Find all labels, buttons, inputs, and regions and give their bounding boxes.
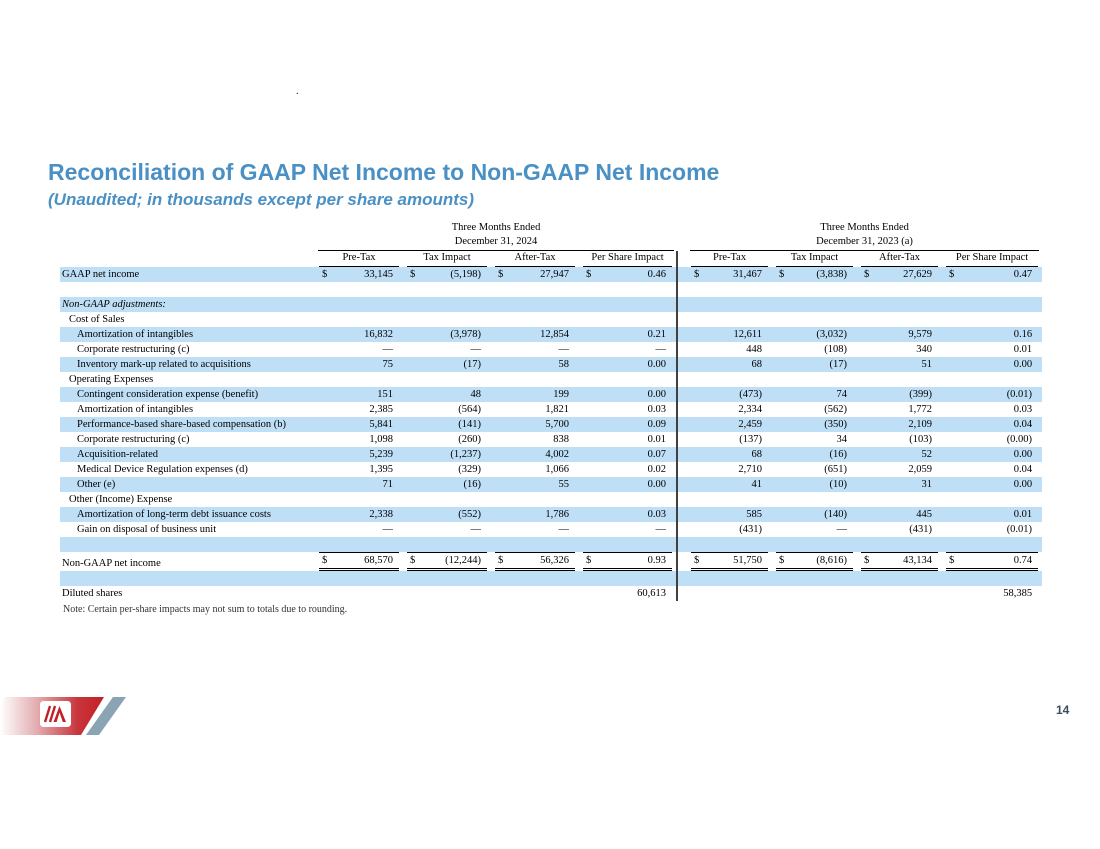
value-cell <box>579 537 677 552</box>
column-header: Per Share Impact <box>579 251 677 267</box>
value-cell <box>403 537 491 552</box>
value-cell: 58,385 <box>1003 588 1033 599</box>
value-cell <box>857 372 942 387</box>
row-label-cell: Performance-based share-based compensation (b) <box>60 417 315 432</box>
table-divider <box>677 357 687 372</box>
row-label-cell <box>60 537 315 552</box>
column-header: Tax Impact <box>403 251 491 267</box>
value-cell: 0.07 <box>579 447 677 462</box>
value-cell: 1,098 <box>369 434 393 445</box>
date-header-2023: December 31, 2023 (a) <box>687 235 1042 251</box>
row-label-cell: Gain on disposal of business unit <box>77 524 217 535</box>
column-header-row <box>60 251 1042 267</box>
value-cell: $ 68,570 <box>315 552 403 571</box>
value-cell: (16) <box>403 477 491 492</box>
value-cell: 5,700 <box>491 417 579 432</box>
value-cell: $ 33,145 <box>315 267 403 282</box>
value-cell: 0.16 <box>942 327 1042 342</box>
value-cell <box>315 297 403 312</box>
row-label-cell: Acquisition-related <box>60 447 315 462</box>
column-header: After-Tax <box>491 251 579 267</box>
row-label-cell <box>60 282 315 297</box>
value-cell: 0.00 <box>579 477 677 492</box>
value-cell: (350) <box>772 417 857 432</box>
value-cell <box>403 297 491 312</box>
table-divider <box>677 586 687 601</box>
value-cell <box>772 297 857 312</box>
value-cell: (651) <box>824 464 848 475</box>
row-label-cell: Inventory mark-up related to acquisitions <box>60 357 315 372</box>
table-row <box>60 327 1042 342</box>
value-cell: (10) <box>772 477 857 492</box>
value-cell: $ (3,838) <box>772 267 857 282</box>
value-cell: 2,334 <box>738 404 763 415</box>
row-label-cell: Operating Expenses <box>69 374 154 385</box>
value-cell: 0.03 <box>647 404 667 415</box>
table-divider <box>677 522 687 537</box>
value-cell <box>772 372 857 387</box>
value-cell: (17) <box>403 357 491 372</box>
value-cell <box>491 297 579 312</box>
value-cell: $ 0.46 <box>579 267 677 282</box>
rounding-note: Note: Certain per-share impacts may not sum to totals due to rounding. <box>63 604 348 615</box>
value-cell: 0.00 <box>579 357 677 372</box>
value-cell: 48 <box>403 387 491 402</box>
value-cell: 0.01 <box>647 434 667 445</box>
value-cell: (141) <box>403 417 491 432</box>
table-divider <box>677 447 687 462</box>
value-cell: 2,109 <box>857 417 942 432</box>
value-cell: 4,002 <box>491 447 579 462</box>
date-header-row <box>60 235 1042 251</box>
value-cell: 838 <box>553 434 569 445</box>
value-cell: 0.09 <box>579 417 677 432</box>
table-row <box>60 417 1042 432</box>
table-row <box>60 297 1042 312</box>
value-cell <box>579 312 677 327</box>
table-divider <box>677 282 687 297</box>
table-divider <box>677 537 687 552</box>
value-cell: 51 <box>857 357 942 372</box>
table-row <box>60 357 1042 372</box>
value-cell: 16,832 <box>315 327 403 342</box>
value-cell: 585 <box>687 507 772 522</box>
reconciliation-table-container <box>60 221 1042 601</box>
value-cell: 55 <box>491 477 579 492</box>
row-label-cell: Diluted shares <box>62 588 123 599</box>
value-cell <box>403 312 491 327</box>
header-spacer <box>60 221 315 235</box>
value-cell: 448 <box>746 344 763 355</box>
value-cell <box>579 372 677 387</box>
column-header: Per Share Impact <box>942 251 1042 267</box>
value-cell <box>772 586 857 601</box>
value-cell: (399) <box>857 387 942 402</box>
value-cell: 68 <box>687 357 772 372</box>
table-row <box>60 267 1042 282</box>
period-header-2024: Three Months Ended <box>451 222 541 233</box>
value-cell: 1,821 <box>545 404 569 415</box>
header-gap <box>677 235 687 251</box>
table-divider <box>677 552 687 571</box>
value-cell: — <box>382 524 393 535</box>
value-cell <box>857 537 942 552</box>
value-cell: 2,059 <box>908 464 933 475</box>
logo-emblem-icon <box>40 701 71 727</box>
value-cell: (329) <box>458 464 481 475</box>
value-cell: (16) <box>772 447 857 462</box>
header-gap <box>677 221 687 235</box>
value-cell: 34 <box>836 434 848 445</box>
table-row <box>60 492 1042 507</box>
value-cell <box>403 571 491 586</box>
table-divider <box>677 432 687 447</box>
value-cell <box>687 571 772 586</box>
value-cell: 0.04 <box>1013 464 1033 475</box>
value-cell: 1,786 <box>491 507 579 522</box>
value-cell: (140) <box>772 507 857 522</box>
company-logo <box>0 689 140 753</box>
table-row <box>60 312 1042 327</box>
stray-dot: . <box>296 86 299 97</box>
table-row <box>60 522 1042 537</box>
column-header: Pre-Tax <box>687 251 772 267</box>
value-cell <box>315 571 403 586</box>
value-cell: 9,579 <box>857 327 942 342</box>
value-cell <box>772 571 857 586</box>
value-cell: (0.00) <box>1006 434 1033 445</box>
value-cell: 0.21 <box>579 327 677 342</box>
value-cell: 0.01 <box>1013 344 1033 355</box>
value-cell: $ 56,326 <box>491 552 579 571</box>
table-divider <box>677 342 687 357</box>
row-label-cell: Corporate restructuring (c) <box>77 344 190 355</box>
value-cell <box>403 372 491 387</box>
value-cell: — <box>558 344 569 355</box>
row-label-cell: Amortization of intangibles <box>60 327 315 342</box>
table-divider <box>677 417 687 432</box>
value-cell <box>315 586 403 601</box>
value-cell: 0.04 <box>942 417 1042 432</box>
value-cell: (108) <box>824 344 848 355</box>
header-spacer <box>60 235 315 251</box>
table-divider <box>677 387 687 402</box>
value-cell: $ 31,467 <box>687 267 772 282</box>
table-row <box>60 402 1042 417</box>
value-cell: 445 <box>857 507 942 522</box>
value-cell <box>942 297 1042 312</box>
value-cell: 1,395 <box>369 464 393 475</box>
page-number: 14 <box>1056 703 1070 717</box>
row-label-cell: Non-GAAP net income <box>62 558 161 569</box>
table-divider <box>677 251 687 267</box>
row-label-cell: Contingent consideration expense (benefit) <box>60 387 315 402</box>
value-cell: 74 <box>772 387 857 402</box>
value-cell: 0.02 <box>647 464 667 475</box>
value-cell <box>579 571 677 586</box>
value-cell: — <box>655 344 667 355</box>
value-cell: 68 <box>687 447 772 462</box>
value-cell <box>772 282 857 297</box>
value-cell <box>942 372 1042 387</box>
value-cell: (564) <box>458 404 481 415</box>
value-cell: (0.01) <box>942 387 1042 402</box>
value-cell: 2,338 <box>315 507 403 522</box>
row-label-cell: GAAP net income <box>60 267 315 282</box>
table-divider <box>677 267 687 282</box>
value-cell <box>687 282 772 297</box>
value-cell <box>772 537 857 552</box>
value-cell: 0.01 <box>942 507 1042 522</box>
page-subtitle: (Unaudited; in thousands except per share amounts) <box>48 190 475 209</box>
value-cell: 199 <box>491 387 579 402</box>
value-cell: 0.00 <box>579 387 677 402</box>
value-cell: (0.01) <box>1006 524 1033 535</box>
value-cell <box>857 297 942 312</box>
value-cell <box>687 297 772 312</box>
value-cell <box>687 492 772 507</box>
value-cell: (552) <box>403 507 491 522</box>
value-cell: 1,772 <box>908 404 933 415</box>
value-cell: (431) <box>909 524 933 535</box>
value-cell: (431) <box>739 524 763 535</box>
table-divider <box>677 327 687 342</box>
value-cell: — <box>470 344 481 355</box>
value-cell: 0.00 <box>942 447 1042 462</box>
value-cell <box>857 312 942 327</box>
value-cell: $ 0.47 <box>942 267 1042 282</box>
table-row <box>60 342 1042 357</box>
value-cell: (473) <box>687 387 772 402</box>
value-cell: $ (8,616) <box>772 552 857 571</box>
value-cell: (260) <box>458 434 481 445</box>
value-cell <box>315 312 403 327</box>
value-cell <box>491 372 579 387</box>
value-cell <box>491 586 579 601</box>
value-cell <box>579 297 677 312</box>
row-label-cell: Medical Device Regulation expenses (d) <box>77 464 248 475</box>
value-cell: 2,385 <box>369 404 393 415</box>
value-cell: — <box>655 524 667 535</box>
value-cell: $ 51,750 <box>687 552 772 571</box>
value-cell: 52 <box>857 447 942 462</box>
row-label-cell: Amortization of long-term debt issuance costs <box>60 507 315 522</box>
value-cell: (1,237) <box>403 447 491 462</box>
row-label-cell: Amortization of intangibles <box>77 404 194 415</box>
value-cell: 58 <box>491 357 579 372</box>
value-cell: 5,239 <box>315 447 403 462</box>
value-cell <box>315 372 403 387</box>
table-row <box>60 477 1042 492</box>
value-cell: $ 27,947 <box>491 267 579 282</box>
value-cell <box>315 282 403 297</box>
table-divider <box>677 402 687 417</box>
column-header: After-Tax <box>857 251 942 267</box>
value-cell: (562) <box>824 404 848 415</box>
value-cell: 0.03 <box>1013 404 1033 415</box>
value-cell <box>857 586 942 601</box>
value-cell: — <box>382 344 393 355</box>
table-divider <box>677 477 687 492</box>
value-cell <box>942 312 1042 327</box>
period-header-row <box>60 221 1042 235</box>
value-cell: $ 43,134 <box>857 552 942 571</box>
row-label-cell: Other (e) <box>60 477 315 492</box>
value-cell: 41 <box>687 477 772 492</box>
value-cell: (17) <box>772 357 857 372</box>
row-label-cell: Non-GAAP adjustments: <box>60 297 315 312</box>
table-divider <box>677 372 687 387</box>
value-cell: — <box>470 524 481 535</box>
value-cell <box>403 492 491 507</box>
value-cell <box>942 492 1042 507</box>
row-label-cell: Cost of Sales <box>69 314 125 325</box>
spacer-row <box>60 282 1042 297</box>
value-cell: 5,841 <box>315 417 403 432</box>
value-cell <box>942 537 1042 552</box>
value-cell <box>315 492 403 507</box>
value-cell: $ 0.93 <box>579 552 677 571</box>
value-cell <box>491 282 579 297</box>
value-cell <box>687 372 772 387</box>
row-label-cell <box>60 571 315 586</box>
value-cell <box>857 571 942 586</box>
value-cell <box>942 282 1042 297</box>
table-divider <box>677 462 687 477</box>
value-cell <box>942 571 1042 586</box>
value-cell: 12,854 <box>491 327 579 342</box>
value-cell: 31 <box>857 477 942 492</box>
value-cell <box>315 537 403 552</box>
value-cell: 2,710 <box>738 464 763 475</box>
value-cell <box>403 586 491 601</box>
table-row <box>60 372 1042 387</box>
period-header-2023: Three Months Ended <box>820 222 909 233</box>
table-divider <box>677 492 687 507</box>
header-spacer <box>60 251 315 267</box>
row-label-cell: Other (Income) Expense <box>69 494 173 505</box>
value-cell <box>772 312 857 327</box>
value-cell <box>491 571 579 586</box>
column-header: Pre-Tax <box>315 251 403 267</box>
value-cell: 0.00 <box>942 477 1042 492</box>
value-cell: 75 <box>315 357 403 372</box>
page-title: Reconciliation of GAAP Net Income to Non-GAAP Net Income <box>48 159 720 185</box>
value-cell: (3,978) <box>403 327 491 342</box>
value-cell: 151 <box>315 387 403 402</box>
value-cell: $ (12,244) <box>403 552 491 571</box>
value-cell <box>579 282 677 297</box>
spacer-row <box>60 537 1042 552</box>
column-header: Tax Impact <box>772 251 857 267</box>
value-cell: $ 27,629 <box>857 267 942 282</box>
value-cell <box>687 586 772 601</box>
value-cell: — <box>558 524 569 535</box>
table-divider <box>677 297 687 312</box>
table-row <box>60 552 1042 571</box>
table-row <box>60 462 1042 477</box>
table-row <box>60 447 1042 462</box>
table-row <box>60 432 1042 447</box>
reconciliation-table <box>60 221 1042 601</box>
table-row <box>60 507 1042 522</box>
value-cell: 71 <box>315 477 403 492</box>
value-cell: 12,611 <box>687 327 772 342</box>
date-header-2024: December 31, 2024 <box>315 235 677 251</box>
value-cell <box>772 492 857 507</box>
value-cell: 0.00 <box>942 357 1042 372</box>
table-divider <box>677 571 687 586</box>
value-cell <box>579 492 677 507</box>
value-cell <box>403 282 491 297</box>
table-divider <box>677 507 687 522</box>
value-cell <box>491 312 579 327</box>
value-cell <box>687 312 772 327</box>
spacer-row <box>60 571 1042 586</box>
value-cell <box>857 282 942 297</box>
value-cell: 0.03 <box>579 507 677 522</box>
table-divider <box>677 312 687 327</box>
value-cell: (137) <box>739 434 763 445</box>
value-cell: 60,613 <box>637 588 667 599</box>
value-cell: $ (5,198) <box>403 267 491 282</box>
value-cell: $ 0.74 <box>942 552 1042 571</box>
table-row <box>60 586 1042 601</box>
value-cell <box>857 492 942 507</box>
value-cell: (3,032) <box>772 327 857 342</box>
value-cell: — <box>836 524 848 535</box>
value-cell: (103) <box>909 434 933 445</box>
value-cell <box>491 537 579 552</box>
value-cell: 2,459 <box>687 417 772 432</box>
value-cell <box>491 492 579 507</box>
value-cell: 1,066 <box>545 464 569 475</box>
value-cell: 340 <box>916 344 933 355</box>
value-cell <box>687 537 772 552</box>
row-label-cell: Corporate restructuring (c) <box>77 434 190 445</box>
table-row <box>60 387 1042 402</box>
